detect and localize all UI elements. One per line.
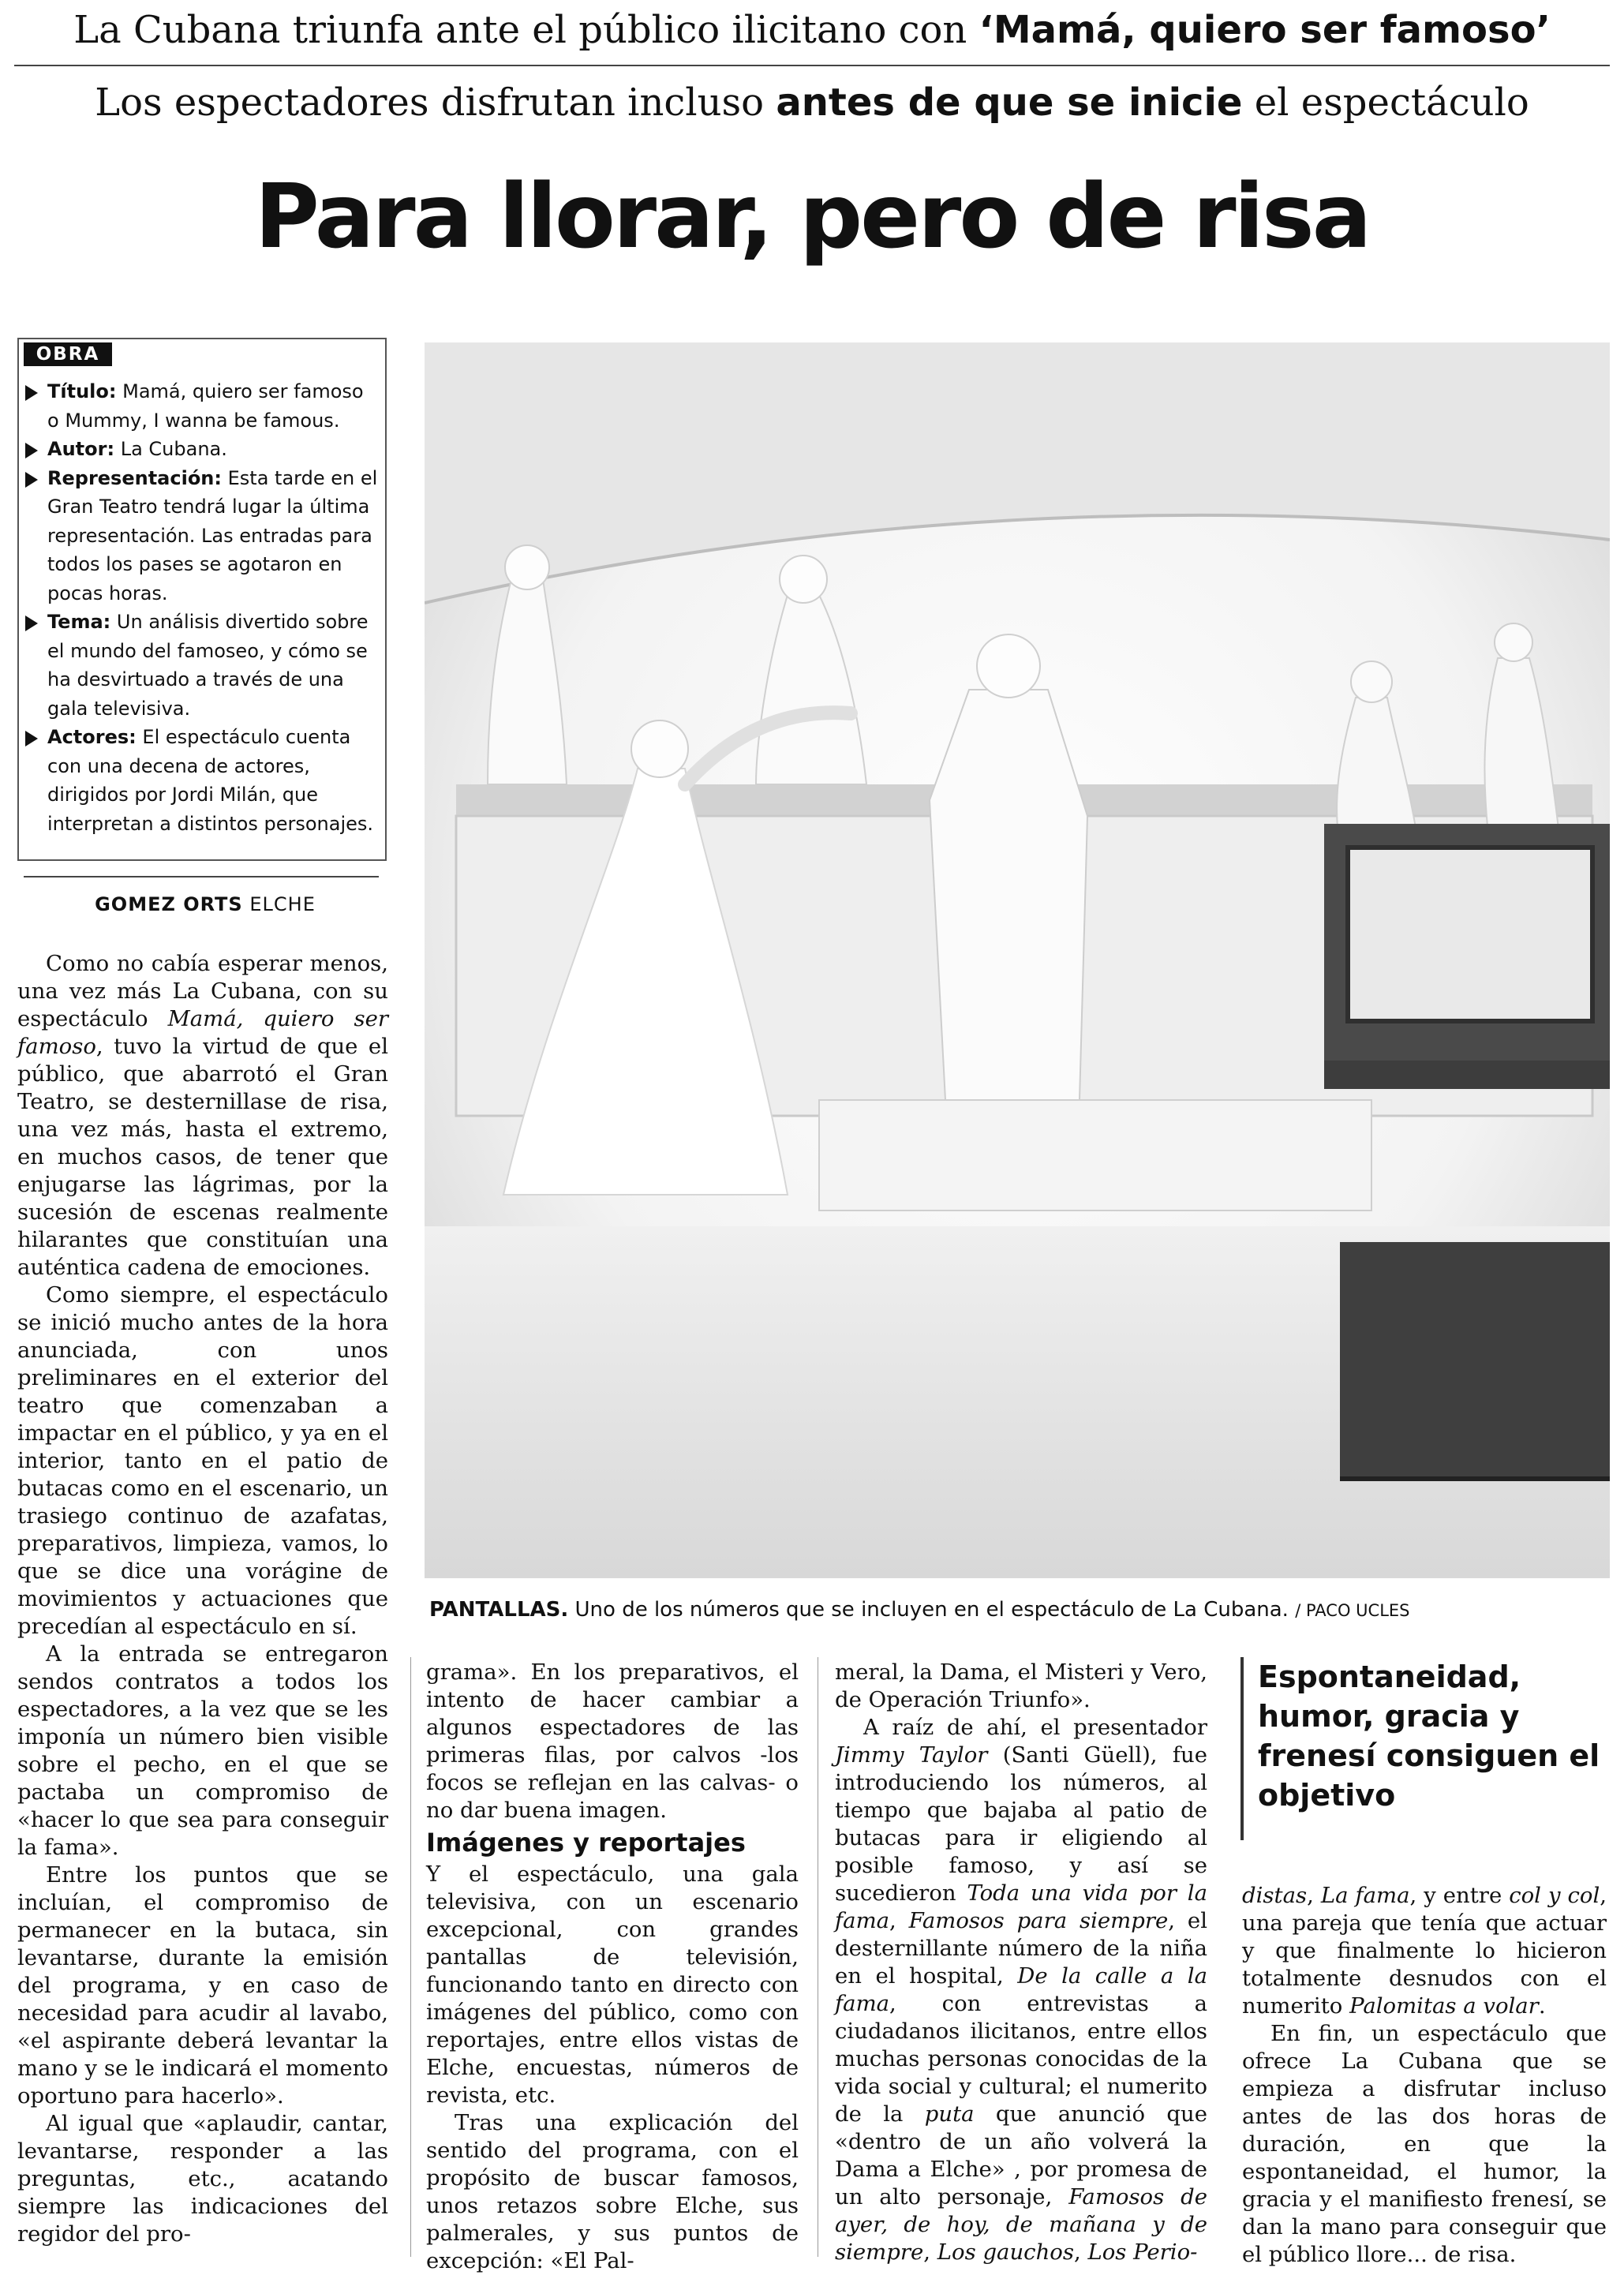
deck-headline (0, 77, 1624, 128)
text-run: , tuvo la virtud de que el público, que abarrotó el Gran Teatro, se desternillase de risa, una vez más, hasta el extremo, en muchos casos, de tener que enjugarse las lágrimas, por la sucesión de escenas realmente hilarantes que constituían una auténtica cadena de emociones. (17, 1034, 388, 1280)
body-column-1 (17, 950, 388, 2248)
kicker-divider (14, 65, 1610, 66)
info-text: Esta tarde en el Gran Teatro tendrá lugar la última representación. Las entradas para todos los pases se agotaron en pocas horas. (47, 466, 378, 604)
info-label: Tema: (47, 611, 111, 633)
photo-caption (429, 1592, 1613, 1627)
info-item-theme (24, 608, 380, 723)
kicker-text: La Cubana triunfa ante el público ilicitano con (73, 8, 967, 52)
paragraph: Como siempre, el espectáculo se inició mucho antes de la hora anunciada, con unos preliminares en el exterior del teatro que comenzaban a impactar en el público, y ya en el interior, tanto en el patio de butacas como en el escenario, un trasiego continuo de azafatas, preparativos, limpieza, vamos, lo que se dice una vorágine de movimientos y actuaciones que precedían al espectáculo en sí. (17, 1282, 388, 1639)
arrow-icon (25, 472, 38, 488)
byline-divider (24, 876, 379, 877)
text-run-italic: La fama (1320, 1883, 1410, 1908)
text-run: , una pareja que tenía que actuar y que finalmente lo hicieron totalmente desnudos con el numerito (1242, 1883, 1607, 2019)
paragraph (835, 1714, 1207, 2266)
byline-author: GOMEZ ORTS (95, 893, 243, 915)
page-title: Para llorar, pero de risa (254, 166, 1370, 268)
pull-quote: Espontaneidad, humor, gracia y frenesí consiguen el objetivo (1240, 1657, 1603, 1840)
info-text: La Cubana. (120, 438, 227, 460)
info-label: Representación: (47, 466, 222, 489)
caption-text: Uno de los números que se incluyen en el espectáculo de La Cubana. (574, 1598, 1289, 1622)
info-box-badge: OBRA (24, 342, 112, 366)
paragraph: Y el espectáculo, una gala televisiva, con un escenario excepcional, con grandes pantallas de televisión, funcionando tanto en directo con imágenes del público, como con reportajes, entre ellos vistas de Elche, encuestas, números de revista, etc. (426, 1862, 799, 2108)
text-run-italic: Toda una vida por la fama (835, 1880, 1208, 1933)
text-run-italic: Jimmy Taylor (835, 1742, 988, 1768)
kicker-headline (0, 5, 1624, 55)
paragraph: Al igual que «aplaudir, cantar, levantarse, responder a las preguntas, etc., acatando siempre las indicaciones del regidor del pro- (17, 2111, 388, 2247)
text-run-italic: puta (924, 2101, 975, 2127)
paragraph: Entre los puntos que se incluían, el compromiso de permanecer en la butaca, sin levantarse, durante la emisión del programa, y en caso de necesidad para acudir al lavabo, «el aspirante deberá levantar la mano y se le indicará el momento oportuno para hacerlo». (17, 1862, 388, 2108)
paragraph: En fin, un espectáculo que ofrece La Cubana que se empieza a disfrutar incluso antes de las dos horas de duración, en que la espontaneidad, el humor, la gracia y el manifiesto frenesí, se dan la mano para conseguir que el público llore... de risa. (1242, 2021, 1607, 2267)
text-run: , (1073, 2239, 1088, 2265)
info-list (24, 377, 380, 838)
column-divider (410, 1657, 411, 2257)
text-run-italic: Los Perio- (1087, 2239, 1198, 2265)
info-item-title (24, 377, 380, 435)
info-label: Actores: (47, 726, 137, 748)
text-run: que anunció que «dentro de un año volverá la Dama a Elche» , por promesa de un alto personaje, (835, 2101, 1207, 2210)
info-label: Autor: (47, 438, 115, 460)
body-column-2 (426, 1659, 799, 2275)
photo-credit: / PACO UCLES (1295, 1601, 1410, 1620)
text-run: , y entre (1409, 1883, 1510, 1908)
subheading: Imágenes y reportajes (426, 1828, 746, 1858)
text-run: , con entrevistas a ciudadanos ilicitanos, entre ellos muchas personas conocidas de la vida social y cultural; el numerito de la (835, 1991, 1207, 2127)
text-run-italic: Famosos para siempre (908, 1908, 1169, 1933)
text-run-italic: Palomitas a volar (1349, 1993, 1539, 2019)
text-run-italic: De la calle a la fama (835, 1963, 1207, 2016)
paragraph (17, 950, 388, 1282)
text-run: Como no cabía esperar menos, una vez más La Cubana, con su espectáculo (17, 951, 388, 1031)
info-text: El espectáculo cuenta con una decena de actores, dirigidos por Jordi Milán, que interpretan a distintos personajes. (47, 726, 374, 835)
arrow-icon (25, 731, 38, 746)
body-column-4 (1242, 1882, 1607, 2269)
text-run: , (889, 1908, 909, 1933)
paragraph: Tras una explicación del sentido del programa, con el propósito de buscar famosos, unos retazos sobre Elche, sus palmerales, y sus puntos de excepción: «El Pal- (426, 2110, 799, 2273)
text-run-italic: Los gauchos (937, 2239, 1074, 2265)
info-box (17, 338, 387, 861)
text-run: , (923, 2239, 937, 2265)
info-label: Título: (47, 380, 117, 402)
text-run-italic: Famosos de ayer, de hoy, de mañana y de siempre (835, 2184, 1207, 2265)
arrow-icon (25, 616, 38, 631)
kicker-bold: ‘Mamá, quiero ser famoso’ (979, 8, 1551, 52)
deck-bold: antes de que se inicie (776, 80, 1243, 125)
paragraph (1242, 1882, 1607, 2020)
caption-label: PANTALLAS. (429, 1598, 569, 1622)
text-run: A raíz de ahí, el presentador (863, 1715, 1207, 1740)
stage-photo (425, 342, 1610, 1578)
text-run: . (1538, 1993, 1546, 2019)
byline-place: ELCHE (249, 893, 316, 915)
text-run: , (1307, 1883, 1321, 1908)
body-column-3 (835, 1659, 1207, 2266)
paragraph: meral, la Dama, el Misteri y Vero, de Operación Triunfo». (835, 1659, 1207, 1712)
info-text: Mamá, quiero ser famoso o Mummy, I wanna be famous. (47, 380, 364, 432)
text-run-italic: Mamá, quiero ser famoso (17, 1006, 388, 1059)
text-run: , el desternillante número de la niña en el hospital, (835, 1908, 1207, 1989)
info-text: Un análisis divertido sobre el mundo del famoseo, y cómo se ha desvirtuado a través de una gala televisiva. (47, 611, 369, 720)
text-run-italic: distas (1242, 1883, 1308, 1908)
paragraph: grama». En los preparativos, el intento de hacer cambiar a algunos espectadores de las primeras filas, por calvos -los focos se reflejan en las calvas- o no dar buena imagen. (426, 1659, 799, 1823)
arrow-icon (25, 385, 38, 401)
info-item-actors (24, 723, 380, 838)
arrow-icon (25, 443, 38, 458)
deck-before: Los espectadores disfrutan incluso (95, 80, 765, 125)
text-run-italic: col y col (1509, 1883, 1600, 1908)
byline (0, 889, 410, 920)
info-item-author (24, 435, 380, 464)
info-item-representation (24, 464, 380, 608)
stage-photo-image (425, 342, 1610, 1578)
deck-after: el espectáculo (1254, 80, 1529, 125)
text-run: (Santi Güell), fue introduciendo los números, al tiempo que bajaba al patio de butacas para ir eligiendo al posible famoso, y así se sucedieron (835, 1742, 1207, 1906)
paragraph: A la entrada se entregaron sendos contratos a todos los espectadores, a la vez que se les imponía un número bien visible sobre el pecho, en el que se pactaba un compromiso de «hacer lo que sea para conseguir la fama». (17, 1641, 388, 1860)
